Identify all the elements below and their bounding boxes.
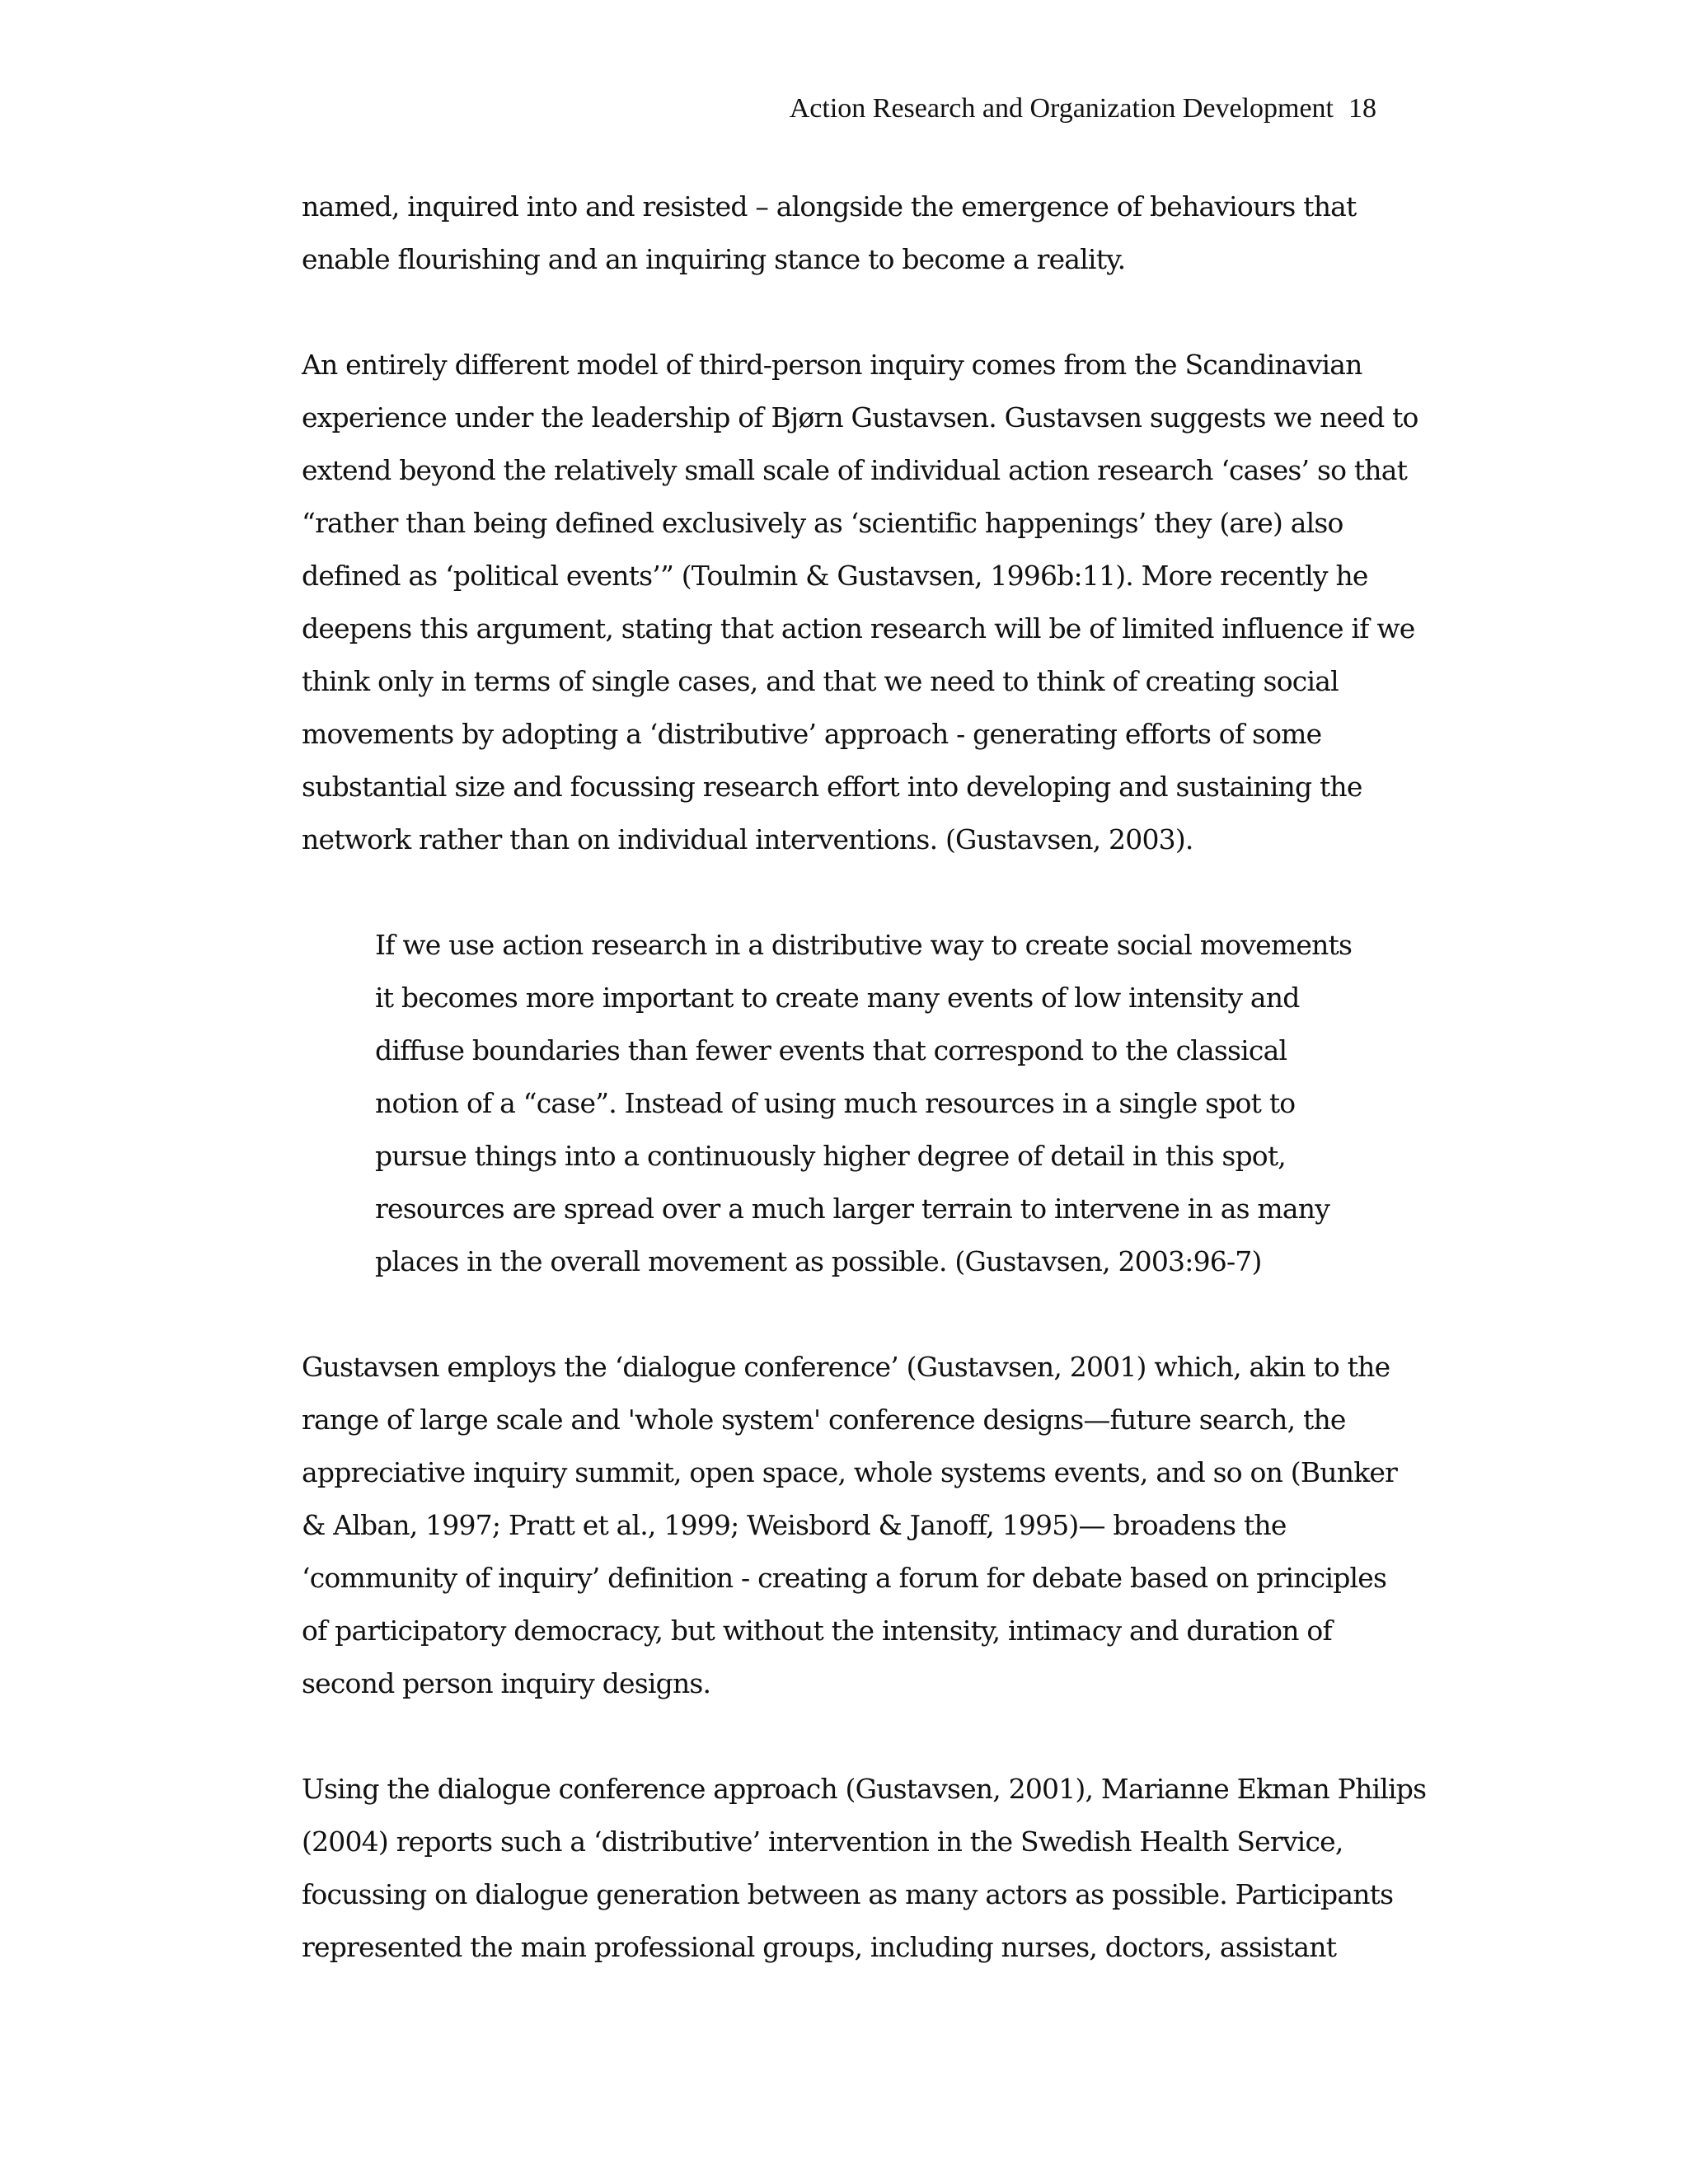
text-line: Gustavsen employs the ‘dialogue conference’ (Gustavsen, 2001) which, akin to the [302, 1351, 1390, 1383]
quote-line: it becomes more important to create many events of low intensity and [375, 982, 1300, 1014]
text-line: network rather than on individual interventions. (Gustavsen, 2003). [302, 823, 1193, 855]
quote-line: If we use action research in a distributive way to create social movements [375, 929, 1353, 961]
text-line: focussing on dialogue generation between as many actors as possible. Participants [302, 1878, 1394, 1910]
page-number: 18 [1348, 93, 1376, 124]
quote-line: notion of a “case”. Instead of using much resources in a single spot to [375, 1087, 1296, 1119]
text-line: represented the main professional groups, including nurses, doctors, assistant [302, 1931, 1337, 1963]
text-line: Using the dialogue conference approach (Gustavsen, 2001), Marianne Ekman Philips [302, 1773, 1427, 1805]
paragraph-dialogue-conference [302, 1341, 1398, 1710]
text-line: & Alban, 1997; Pratt et al., 1999; Weisbord & Janoff, 1995)— broadens the [302, 1509, 1287, 1541]
text-line: of participatory democracy, but without the intensity, intimacy and duration of [302, 1615, 1332, 1647]
text-line: (2004) reports such a ‘distributive’ intervention in the Swedish Health Service, [302, 1825, 1343, 1858]
paragraph-gap [302, 866, 1398, 919]
text-line: ‘community of inquiry’ definition - creating a forum for debate based on principles [302, 1562, 1387, 1594]
text-line: “rather than being defined exclusively as ‘scientific happenings’ they (are) also [302, 507, 1343, 539]
text-line: substantial size and focussing research effort into developing and sustaining the [302, 771, 1362, 803]
paragraph-gap [302, 1710, 1398, 1763]
text-line: defined as ‘political events’” (Toulmin & Gustavsen, 1996b:11). More recently he [302, 560, 1368, 592]
text-line: second person inquiry designs. [302, 1667, 711, 1699]
text-line: An entirely different model of third-person inquiry comes from the Scandinavian [302, 349, 1362, 381]
text-line: range of large scale and 'whole system' conference designs—future search, the [302, 1404, 1346, 1436]
text-line: extend beyond the relatively small scale of individual action research ‘cases’ so that [302, 454, 1408, 486]
text-line: experience under the leadership of Bjørn Gustavsen. Gustavsen suggests we need to [302, 401, 1418, 434]
running-header [790, 92, 1376, 125]
paragraph-ekman-philips [302, 1763, 1427, 1974]
text-line: deepens this argument, stating that action research will be of limited influence if we [302, 612, 1415, 644]
text-line: appreciative inquiry summit, open space, whole systems events, and so on (Bunker [302, 1456, 1398, 1488]
block-quote [375, 919, 1398, 1288]
text-line: movements by adopting a ‘distributive’ approach - generating efforts of some [302, 718, 1322, 750]
quote-line: resources are spread over a much larger terrain to intervene in as many [375, 1193, 1330, 1225]
paragraph-gustavsen-model [302, 339, 1418, 866]
running-title: Action Research and Organization Development [789, 93, 1334, 124]
paragraph-continuation [302, 180, 1398, 286]
quote-line: pursue things into a continuously higher degree of detail in this spot, [375, 1140, 1287, 1172]
text-line: named, inquired into and resisted – alongside the emergence of behaviours that [302, 190, 1357, 223]
text-line: enable flourishing and an inquiring stance to become a reality. [302, 243, 1126, 275]
paragraph-gap [302, 1288, 1398, 1341]
text-line: think only in terms of single cases, and that we need to think of creating social [302, 665, 1339, 697]
paragraph-gap [302, 286, 1398, 339]
quote-line: diffuse boundaries than fewer events that correspond to the classical [375, 1034, 1287, 1066]
body-text [302, 180, 1427, 1974]
quote-line: places in the overall movement as possible. (Gustavsen, 2003:96-7) [375, 1245, 1262, 1277]
